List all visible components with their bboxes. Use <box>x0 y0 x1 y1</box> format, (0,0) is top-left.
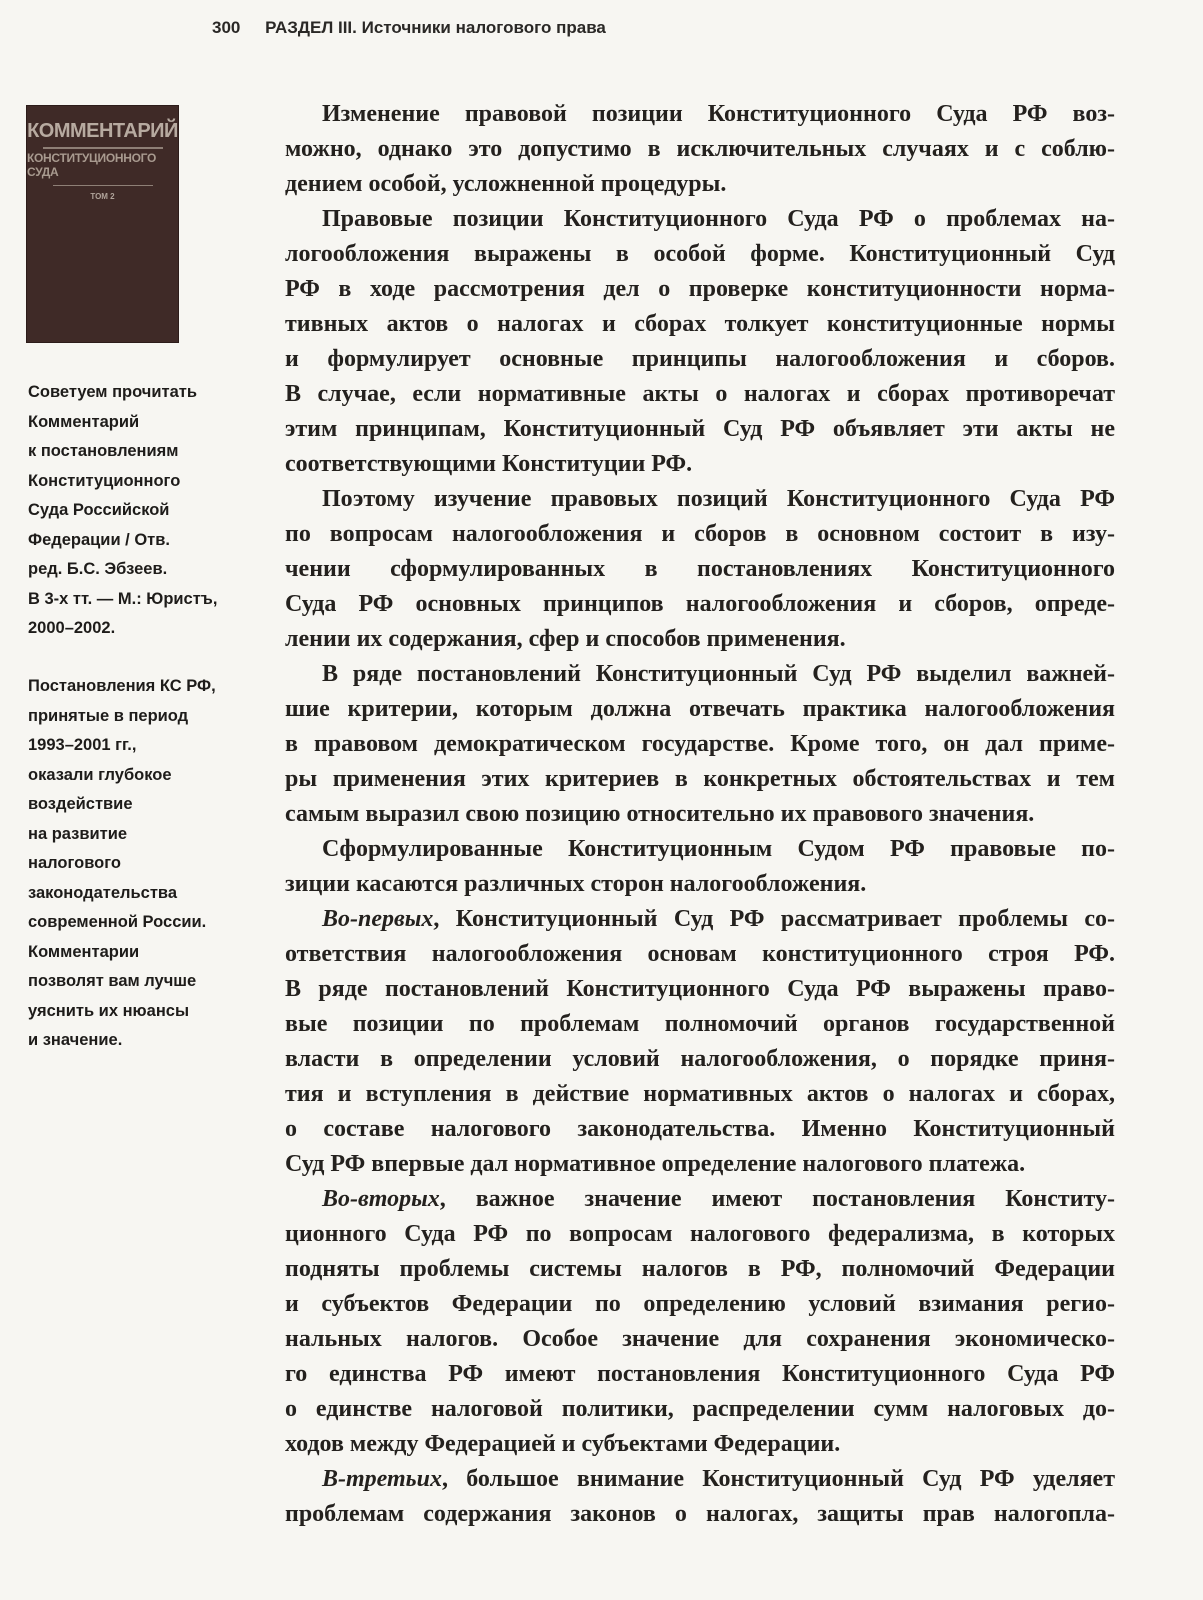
text-run: вые позиции по проблемам полномочий органов государственной <box>285 1011 1115 1037</box>
sidebar-note-line: Суда Российской <box>28 501 170 519</box>
text-run: власти в определении условий налогообложения, о порядке приня- <box>285 1046 1115 1072</box>
text-run: этим принципам, Конституционный Суд РФ объявляет эти акты не <box>285 416 1115 442</box>
text-run: о составе налогового законодательства. Именно Конституционный <box>285 1116 1115 1142</box>
text-line <box>285 1322 1115 1357</box>
text-run: Суд РФ впервые дал нормативное определение налогового платежа. <box>285 1151 1026 1177</box>
text-run: лении их содержания, сфер и способов применения. <box>285 626 846 652</box>
text-line <box>285 167 1115 202</box>
sidebar-note-line: Комментарий <box>28 412 140 431</box>
text-line <box>285 97 1115 132</box>
sidebar-note-line: налогового <box>28 854 121 872</box>
text-line <box>285 1112 1115 1147</box>
text-line <box>285 1392 1115 1427</box>
text-run: шие критерии, которым должна отвечать практика налогообложения <box>285 696 1115 722</box>
sidebar-note-line: оказали глубокое <box>28 765 172 784</box>
sidebar-note <box>28 672 253 1056</box>
sidebar-note-line: к постановлениям <box>28 442 179 460</box>
text-run: можно, однако это допустимо в исключительных случаях и с соблю- <box>285 136 1115 162</box>
running-title: РАЗДЕЛ III. Источники налогового права <box>265 18 606 37</box>
text-line <box>285 587 1115 622</box>
text-line <box>285 692 1115 727</box>
sidebar-note-line: Конституционного <box>28 471 181 490</box>
text-line <box>285 552 1115 587</box>
text-run: РФ в ходе рассмотрения дел о проверке конституционности норма- <box>285 276 1115 302</box>
text-line <box>285 1287 1115 1322</box>
text-run: В ряде постановлений Конституционный Суд РФ выделил важней- <box>322 661 1115 687</box>
sidebar-note-line: современной России. <box>28 913 207 931</box>
text-line <box>285 1217 1115 1252</box>
sidebar-note-line: Советуем прочитать <box>28 383 197 401</box>
paragraph <box>285 832 1115 902</box>
text-run: проблемам содержания законов о налогах, защиты прав налогопла- <box>285 1501 1115 1527</box>
sidebar-note-line: Федерации / Отв. <box>28 530 170 549</box>
text-line <box>285 482 1115 517</box>
paragraph <box>285 1182 1115 1462</box>
text-line <box>285 1147 1115 1182</box>
text-line <box>285 1357 1115 1392</box>
text-line <box>285 1462 1115 1497</box>
text-run: , большое внимание Конституционный Суд РФ уделяет <box>442 1466 1115 1492</box>
text-line <box>285 727 1115 762</box>
text-run: В ряде постановлений Конституционного Суда РФ выражены право- <box>285 976 1115 1002</box>
paragraph <box>285 1462 1115 1532</box>
text-run: самым выразил свою позицию относительно их правового значения. <box>285 801 1035 827</box>
text-run: Сформулированные Конституционным Судом РФ правовые по- <box>322 836 1115 862</box>
text-run: ционного Суда РФ по вопросам налогового федерализма, в которых <box>285 1221 1115 1247</box>
paragraph <box>285 97 1115 202</box>
text-line <box>285 517 1115 552</box>
text-run: го единства РФ имеют постановления Конституционного Суда РФ <box>285 1361 1115 1387</box>
text-run: в правовом демократическом государстве. Кроме того, он дал приме- <box>285 731 1115 757</box>
page-number: 300 <box>212 18 241 37</box>
text-run: Поэтому изучение правовых позиций Конституционного Суда РФ <box>322 486 1115 512</box>
paragraph <box>285 202 1115 482</box>
text-line <box>285 237 1115 272</box>
sidebar-note-line: принятые в период <box>28 706 189 725</box>
text-line <box>285 902 1115 937</box>
cover-divider <box>43 147 163 149</box>
book-cover-volume: ТОМ 2 <box>90 192 115 201</box>
text-run: по вопросам налогообложения и сборов в основном состоит в изу- <box>285 521 1115 547</box>
text-line <box>285 412 1115 447</box>
sidebar-note <box>28 378 253 644</box>
text-run: логообложения выражены в особой форме. Конституционный Суд <box>285 241 1115 267</box>
text-run: тивных актов о налогах и сборах толкует конституционные нормы <box>285 311 1115 337</box>
text-line <box>285 1427 1115 1462</box>
text-line <box>285 1007 1115 1042</box>
sidebar-note-line: уяснить их нюансы <box>28 1001 190 1020</box>
text-line <box>285 272 1115 307</box>
book-cover-subtitle: КОНСТИТУЦИОННОГО СУДА <box>27 151 157 179</box>
sidebar-note-line: Комментарии <box>28 942 140 961</box>
text-line <box>285 797 1115 832</box>
sidebar-note-line: воздействие <box>28 795 133 813</box>
text-run: подняты проблемы системы налогов в РФ, полномочий Федерации <box>285 1256 1115 1282</box>
text-line <box>285 1497 1115 1532</box>
text-line <box>285 447 1115 482</box>
paragraph <box>285 657 1115 832</box>
sidebar-note-line: 1993–2001 гг., <box>28 736 137 754</box>
text-run: соответствующими Конституции РФ. <box>285 451 693 477</box>
sidebar-note-line: В 3-х тт. — М.: Юристъ, <box>28 589 218 608</box>
book-cover-image <box>27 106 178 342</box>
text-run: В случае, если нормативные акты о налогах и сборах противоречат <box>285 381 1115 407</box>
main-text <box>285 97 1115 1532</box>
text-line <box>285 202 1115 237</box>
paragraph <box>285 482 1115 657</box>
text-line <box>285 657 1115 692</box>
text-run: Изменение правовой позиции Конституционного Суда РФ воз- <box>322 101 1115 127</box>
text-run: , важное значение имеют постановления Конститу- <box>439 1186 1115 1212</box>
text-line <box>285 1042 1115 1077</box>
cover-divider <box>53 185 153 186</box>
text-line <box>285 132 1115 167</box>
text-line <box>285 1077 1115 1112</box>
sidebar-note-line: 2000–2002. <box>28 619 116 637</box>
sidebar-note-line: и значение. <box>28 1031 123 1049</box>
text-run: дением особой, усложненной процедуры. <box>285 171 727 197</box>
text-run: зиции касаются различных сторон налогообложения. <box>285 871 867 897</box>
text-line <box>285 1252 1115 1287</box>
emphasis: Во-вторых <box>322 1186 440 1212</box>
text-line <box>285 342 1115 377</box>
text-run: Суда РФ основных принципов налогообложения и сборов, опреде- <box>285 591 1115 617</box>
text-run: чении сформулированных в постановлениях Конституционного <box>285 556 1115 582</box>
text-line <box>285 972 1115 1007</box>
text-line <box>285 937 1115 972</box>
running-header <box>212 18 1143 46</box>
emphasis: В-третьих <box>322 1466 442 1492</box>
sidebar-note-line: позволят вам лучше <box>28 972 197 990</box>
text-run: ответствия налогообложения основам конституционного строя РФ. <box>285 941 1115 967</box>
text-run: и формулирует основные принципы налогообложения и сборов. <box>285 346 1115 372</box>
text-line <box>285 867 1115 902</box>
text-run: о единстве налоговой политики, распределении сумм налоговых до- <box>285 1396 1115 1422</box>
sidebar-note-line: законодательства <box>28 883 177 902</box>
text-run: ходов между Федерацией и субъектами Федерации. <box>285 1431 841 1457</box>
text-line <box>285 307 1115 342</box>
text-run: и субъектов Федерации по определению условий взимания регио- <box>285 1291 1115 1317</box>
text-line <box>285 622 1115 657</box>
text-run: нальных налогов. Особое значение для сохранения экономическо- <box>285 1326 1115 1352</box>
text-line <box>285 377 1115 412</box>
text-line <box>285 832 1115 867</box>
sidebar-note-line: ред. Б.С. Эбзеев. <box>28 560 168 578</box>
text-run: ры применения этих критериев в конкретных обстоятельствах и тем <box>285 766 1115 792</box>
text-line <box>285 762 1115 797</box>
emphasis: Во-первых <box>322 906 434 932</box>
text-line <box>285 1182 1115 1217</box>
sidebar-note-line: Постановления КС РФ, <box>28 677 216 695</box>
sidebar-note-line: на развитие <box>28 824 128 843</box>
book-cover-title: КОММЕНТАРИЙ <box>27 120 178 142</box>
text-run: , Конституционный Суд РФ рассматривает проблемы со- <box>433 906 1115 932</box>
text-run: тия и вступления в действие нормативных актов о налогах и сборах, <box>285 1081 1115 1107</box>
text-run: Правовые позиции Конституционного Суда РФ о проблемах на- <box>322 206 1115 232</box>
paragraph <box>285 902 1115 1182</box>
